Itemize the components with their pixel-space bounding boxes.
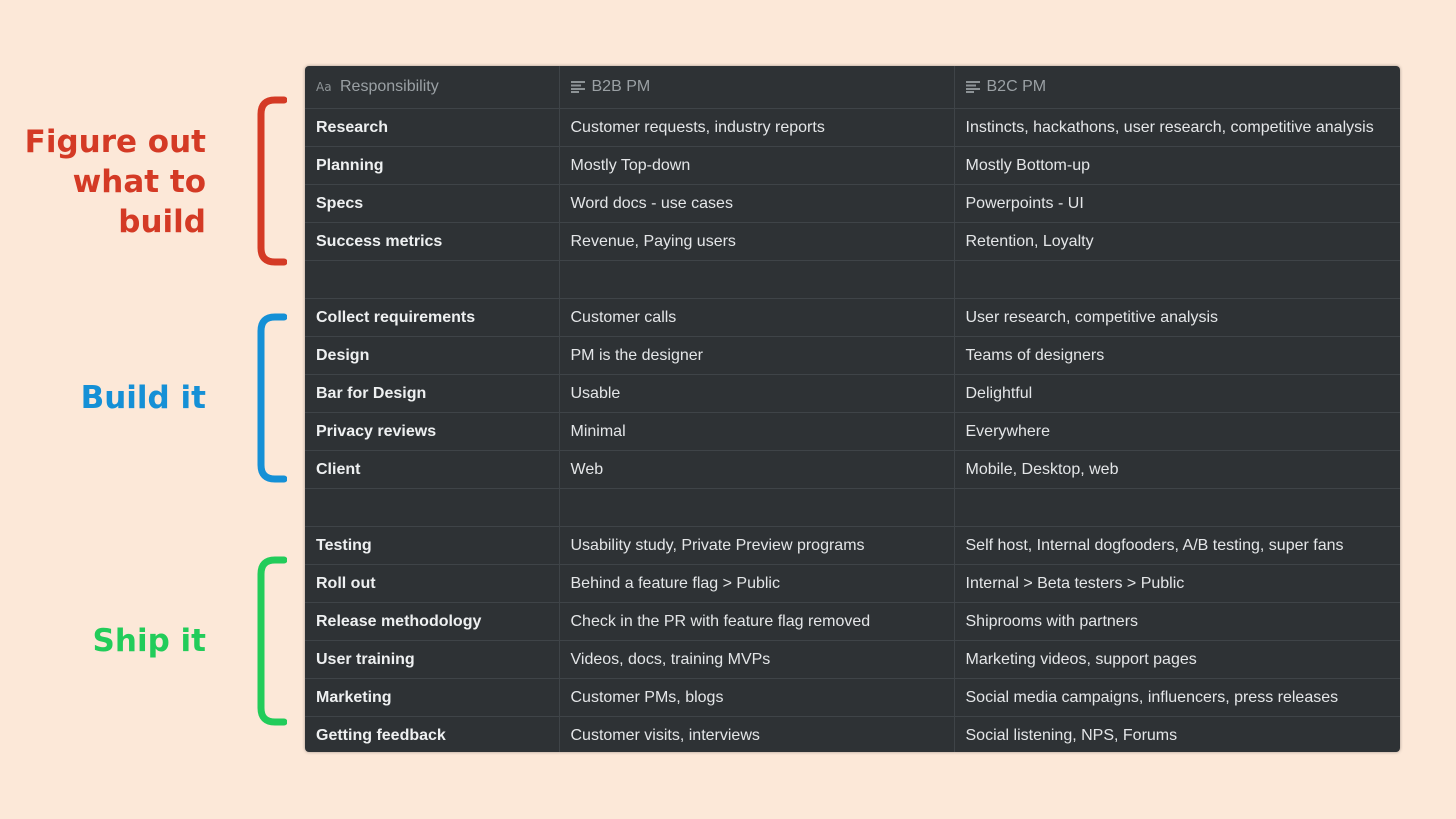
b2b-cell[interactable]: Customer calls: [559, 299, 954, 337]
responsibility-cell[interactable]: Privacy reviews: [305, 413, 559, 451]
title-property-icon: [316, 80, 333, 93]
b2c-cell[interactable]: Teams of designers: [954, 337, 1400, 375]
table-row[interactable]: [305, 603, 1400, 641]
table-row-empty[interactable]: [305, 489, 1400, 527]
column-header-label: B2B PM: [591, 77, 651, 95]
column-header-label: Responsibility: [340, 77, 439, 95]
table-row[interactable]: [305, 413, 1400, 451]
table-row[interactable]: [305, 679, 1400, 717]
b2c-cell[interactable]: Social media campaigns, influencers, press releases: [954, 679, 1400, 717]
table-row[interactable]: [305, 223, 1400, 261]
section-label-ship-it: Ship it: [92, 623, 206, 659]
b2c-cell[interactable]: Internal > Beta testers > Public: [954, 565, 1400, 603]
responsibility-cell[interactable]: Collect requirements: [305, 299, 559, 337]
table-row[interactable]: [305, 185, 1400, 223]
table-row-empty[interactable]: [305, 261, 1400, 299]
b2b-cell[interactable]: Behind a feature flag > Public: [559, 565, 954, 603]
column-header-b2b-pm[interactable]: [559, 66, 954, 109]
table-row[interactable]: [305, 147, 1400, 185]
table-row[interactable]: [305, 375, 1400, 413]
responsibility-cell[interactable]: Release methodology: [305, 603, 559, 641]
responsibility-cell[interactable]: Roll out: [305, 565, 559, 603]
b2b-cell[interactable]: Check in the PR with feature flag removed: [559, 603, 954, 641]
b2c-cell[interactable]: Retention, Loyalty: [954, 223, 1400, 261]
table-row[interactable]: [305, 109, 1400, 147]
b2b-cell[interactable]: Word docs - use cases: [559, 185, 954, 223]
b2c-cell[interactable]: Mostly Bottom-up: [954, 147, 1400, 185]
b2b-cell[interactable]: PM is the designer: [559, 337, 954, 375]
table-row[interactable]: [305, 717, 1400, 753]
table-row[interactable]: [305, 527, 1400, 565]
column-header-label: B2C PM: [986, 77, 1047, 95]
b2c-cell[interactable]: Self host, Internal dogfooders, A/B testing, super fans: [954, 527, 1400, 565]
b2b-cell[interactable]: Revenue, Paying users: [559, 223, 954, 261]
responsibility-cell[interactable]: Specs: [305, 185, 559, 223]
b2b-cell[interactable]: Usability study, Private Preview programs: [559, 527, 954, 565]
b2b-cell[interactable]: Usable: [559, 375, 954, 413]
table-row[interactable]: [305, 565, 1400, 603]
responsibility-cell[interactable]: Design: [305, 337, 559, 375]
b2c-cell[interactable]: Delightful: [954, 375, 1400, 413]
bracket-figure-out: [255, 96, 287, 266]
b2c-cell[interactable]: Mobile, Desktop, web: [954, 451, 1400, 489]
table-row[interactable]: [305, 337, 1400, 375]
bracket-ship-it: [255, 556, 287, 726]
b2b-cell[interactable]: Mostly Top-down: [559, 147, 954, 185]
b2c-cell[interactable]: [954, 489, 1400, 527]
section-label-build-it: Build it: [80, 380, 206, 416]
b2c-cell[interactable]: Shiprooms with partners: [954, 603, 1400, 641]
responsibility-cell[interactable]: Planning: [305, 147, 559, 185]
b2b-cell[interactable]: Customer requests, industry reports: [559, 109, 954, 147]
responsibility-cell[interactable]: Testing: [305, 527, 559, 565]
column-header-responsibility[interactable]: [305, 66, 559, 109]
b2c-cell[interactable]: Powerpoints - UI: [954, 185, 1400, 223]
b2c-cell[interactable]: User research, competitive analysis: [954, 299, 1400, 337]
b2c-cell[interactable]: Instincts, hackathons, user research, competitive analysis: [954, 109, 1400, 147]
b2b-cell[interactable]: [559, 261, 954, 299]
b2c-cell[interactable]: Everywhere: [954, 413, 1400, 451]
bracket-build-it: [255, 313, 287, 483]
b2b-cell[interactable]: Customer PMs, blogs: [559, 679, 954, 717]
b2c-cell[interactable]: Marketing videos, support pages: [954, 641, 1400, 679]
section-label-figure-out: Figure out what to build: [24, 124, 206, 240]
text-property-icon: [966, 81, 980, 93]
responsibility-cell[interactable]: Research: [305, 109, 559, 147]
column-header-b2c-pm[interactable]: [954, 66, 1400, 109]
b2b-cell[interactable]: Videos, docs, training MVPs: [559, 641, 954, 679]
table-row[interactable]: [305, 451, 1400, 489]
comparison-table: [305, 66, 1400, 752]
table-row[interactable]: [305, 641, 1400, 679]
b2b-cell[interactable]: [559, 489, 954, 527]
responsibility-cell[interactable]: Getting feedback: [305, 717, 559, 753]
b2b-cell[interactable]: Minimal: [559, 413, 954, 451]
responsibility-cell[interactable]: User training: [305, 641, 559, 679]
responsibility-cell[interactable]: Bar for Design: [305, 375, 559, 413]
text-property-icon: [571, 81, 585, 93]
b2c-cell[interactable]: [954, 261, 1400, 299]
table-header-row: [305, 66, 1400, 109]
b2b-cell[interactable]: Web: [559, 451, 954, 489]
b2c-cell[interactable]: Social listening, NPS, Forums: [954, 717, 1400, 753]
responsibility-cell[interactable]: Client: [305, 451, 559, 489]
comparison-table-panel: [305, 66, 1400, 752]
b2b-cell[interactable]: Customer visits, interviews: [559, 717, 954, 753]
responsibility-cell[interactable]: [305, 489, 559, 527]
svg-text:Aa: Aa: [316, 80, 332, 94]
responsibility-cell[interactable]: [305, 261, 559, 299]
responsibility-cell[interactable]: Success metrics: [305, 223, 559, 261]
table-row[interactable]: [305, 299, 1400, 337]
responsibility-cell[interactable]: Marketing: [305, 679, 559, 717]
